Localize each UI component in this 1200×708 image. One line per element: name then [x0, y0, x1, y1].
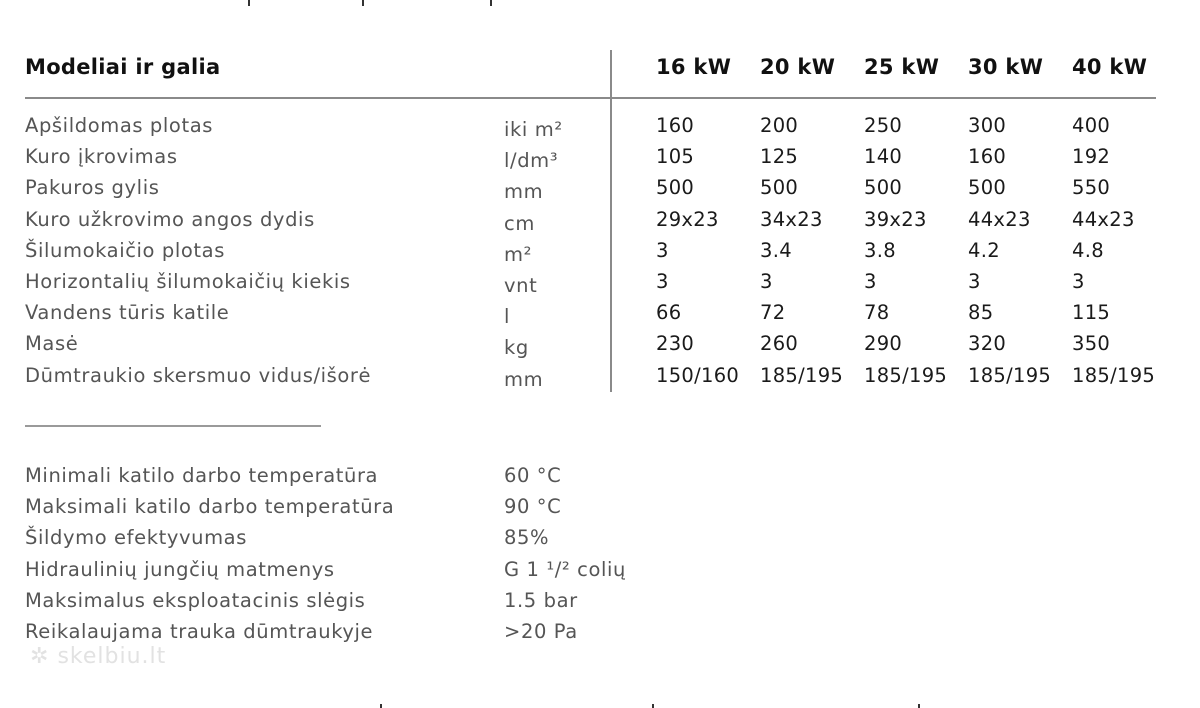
- table-cell: 78: [864, 301, 890, 325]
- table-cell: 500: [968, 176, 1007, 200]
- column-header-25kw: 25 kW: [864, 55, 940, 79]
- table-cell: 105: [656, 145, 695, 169]
- spec-label: Hidraulinių jungčių matmenys: [25, 557, 335, 581]
- table-cell: 3: [968, 270, 981, 293]
- row-label: Apšildomas plotas: [25, 114, 214, 137]
- table-cell: 160: [656, 114, 695, 137]
- spec-value: G 1 ¹/² colių: [504, 557, 626, 581]
- spec-value: 85%: [504, 526, 550, 550]
- column-header-30kw: 30 kW: [968, 55, 1044, 79]
- table-cell: 39x23: [864, 207, 927, 231]
- table-cell: 350: [1072, 332, 1111, 356]
- column-divider: [610, 50, 612, 392]
- bottom-tick: [380, 704, 382, 708]
- row-label: Šilumokaičio plotas: [25, 238, 225, 262]
- table-cell: 3: [864, 270, 877, 293]
- table-cell: 150/160: [656, 363, 740, 387]
- row-unit: l/dm³: [504, 149, 559, 173]
- table-cell: 185/195: [864, 363, 948, 387]
- row-label: Kuro įkrovimas: [25, 145, 178, 169]
- table-cell: 85: [968, 301, 994, 325]
- table-cell: 185/195: [760, 363, 844, 387]
- table-cell: 192: [1072, 145, 1111, 169]
- table-cell: 44x23: [1072, 207, 1135, 231]
- table-cell: 3: [760, 270, 773, 293]
- table-cell: 125: [760, 145, 799, 169]
- spec-label: Reikalaujama trauka dūmtraukyje: [25, 620, 374, 643]
- top-tick: [490, 0, 492, 6]
- table-cell: 320: [968, 332, 1007, 356]
- row-label: Pakuros gylis: [25, 176, 160, 200]
- header-divider: [25, 97, 1156, 99]
- row-unit: vnt: [504, 274, 538, 297]
- top-tick: [362, 0, 364, 6]
- table-cell: 160: [968, 145, 1007, 169]
- column-header-16kw: 16 kW: [656, 55, 732, 79]
- row-unit: mm: [504, 367, 544, 391]
- table-cell: 140: [864, 145, 903, 169]
- table-cell: 4.2: [968, 238, 1000, 262]
- row-unit: cm: [504, 211, 535, 235]
- row-label: Masė: [25, 332, 79, 356]
- spec-value: >20 Pa: [504, 620, 578, 643]
- table-cell: 3: [656, 270, 669, 293]
- table-cell: 29x23: [656, 207, 719, 231]
- table-cell: 115: [1072, 301, 1111, 325]
- table-cell: 290: [864, 332, 903, 356]
- watermark-text: skelbiu.lt: [57, 644, 167, 669]
- spec-value: 60 °C: [504, 464, 562, 487]
- spec-value: 1.5 bar: [504, 588, 578, 612]
- spec-label: Šildymo efektyvumas: [25, 526, 247, 550]
- watermark: [30, 644, 166, 669]
- watermark-logo-icon: ✲: [30, 644, 58, 669]
- table-cell: 3.8: [864, 238, 896, 262]
- table-cell: 500: [864, 176, 903, 200]
- top-tick: [248, 0, 250, 6]
- table-title: Modeliai ir galia: [25, 55, 221, 79]
- table-cell: 230: [656, 332, 695, 356]
- row-label: Dūmtraukio skersmuo vidus/išorė: [25, 363, 372, 387]
- table-cell: 550: [1072, 176, 1111, 200]
- row-unit: iki m²: [504, 118, 563, 141]
- spec-value: 90 °C: [504, 495, 562, 519]
- table-cell: 72: [760, 301, 786, 325]
- bottom-tick: [652, 704, 654, 708]
- table-cell: 300: [968, 114, 1007, 137]
- table-cell: 4.8: [1072, 238, 1104, 262]
- row-label: Vandens tūris katile: [25, 301, 230, 325]
- bottom-tick: [918, 704, 920, 708]
- table-cell: 400: [1072, 114, 1111, 137]
- column-header-20kw: 20 kW: [760, 55, 836, 79]
- spec-label: Minimali katilo darbo temperatūra: [25, 464, 379, 487]
- table-cell: 44x23: [968, 207, 1031, 231]
- spec-label: Maksimalus eksploatacinis slėgis: [25, 588, 366, 612]
- table-cell: 34x23: [760, 207, 823, 231]
- table-cell: 260: [760, 332, 799, 356]
- row-label: Kuro užkrovimo angos dydis: [25, 207, 315, 231]
- table-cell: 185/195: [1072, 363, 1156, 387]
- table-cell: 185/195: [968, 363, 1052, 387]
- table-cell: 250: [864, 114, 903, 137]
- table-cell: 3.4: [760, 238, 792, 262]
- row-unit: mm: [504, 180, 544, 204]
- row-unit: kg: [504, 336, 529, 360]
- table-cell: 3: [1072, 270, 1085, 293]
- row-unit: l: [504, 305, 511, 329]
- row-unit: m²: [504, 242, 533, 266]
- row-label: Horizontalių šilumokaičių kiekis: [25, 270, 351, 293]
- table-cell: 200: [760, 114, 799, 137]
- table-cell: 500: [760, 176, 799, 200]
- table-cell: 3: [656, 238, 669, 262]
- spec-label: Maksimali katilo darbo temperatūra: [25, 495, 395, 519]
- table-cell: 500: [656, 176, 695, 200]
- section-divider: [25, 425, 321, 427]
- table-cell: 66: [656, 301, 682, 325]
- column-header-40kw: 40 kW: [1072, 55, 1148, 79]
